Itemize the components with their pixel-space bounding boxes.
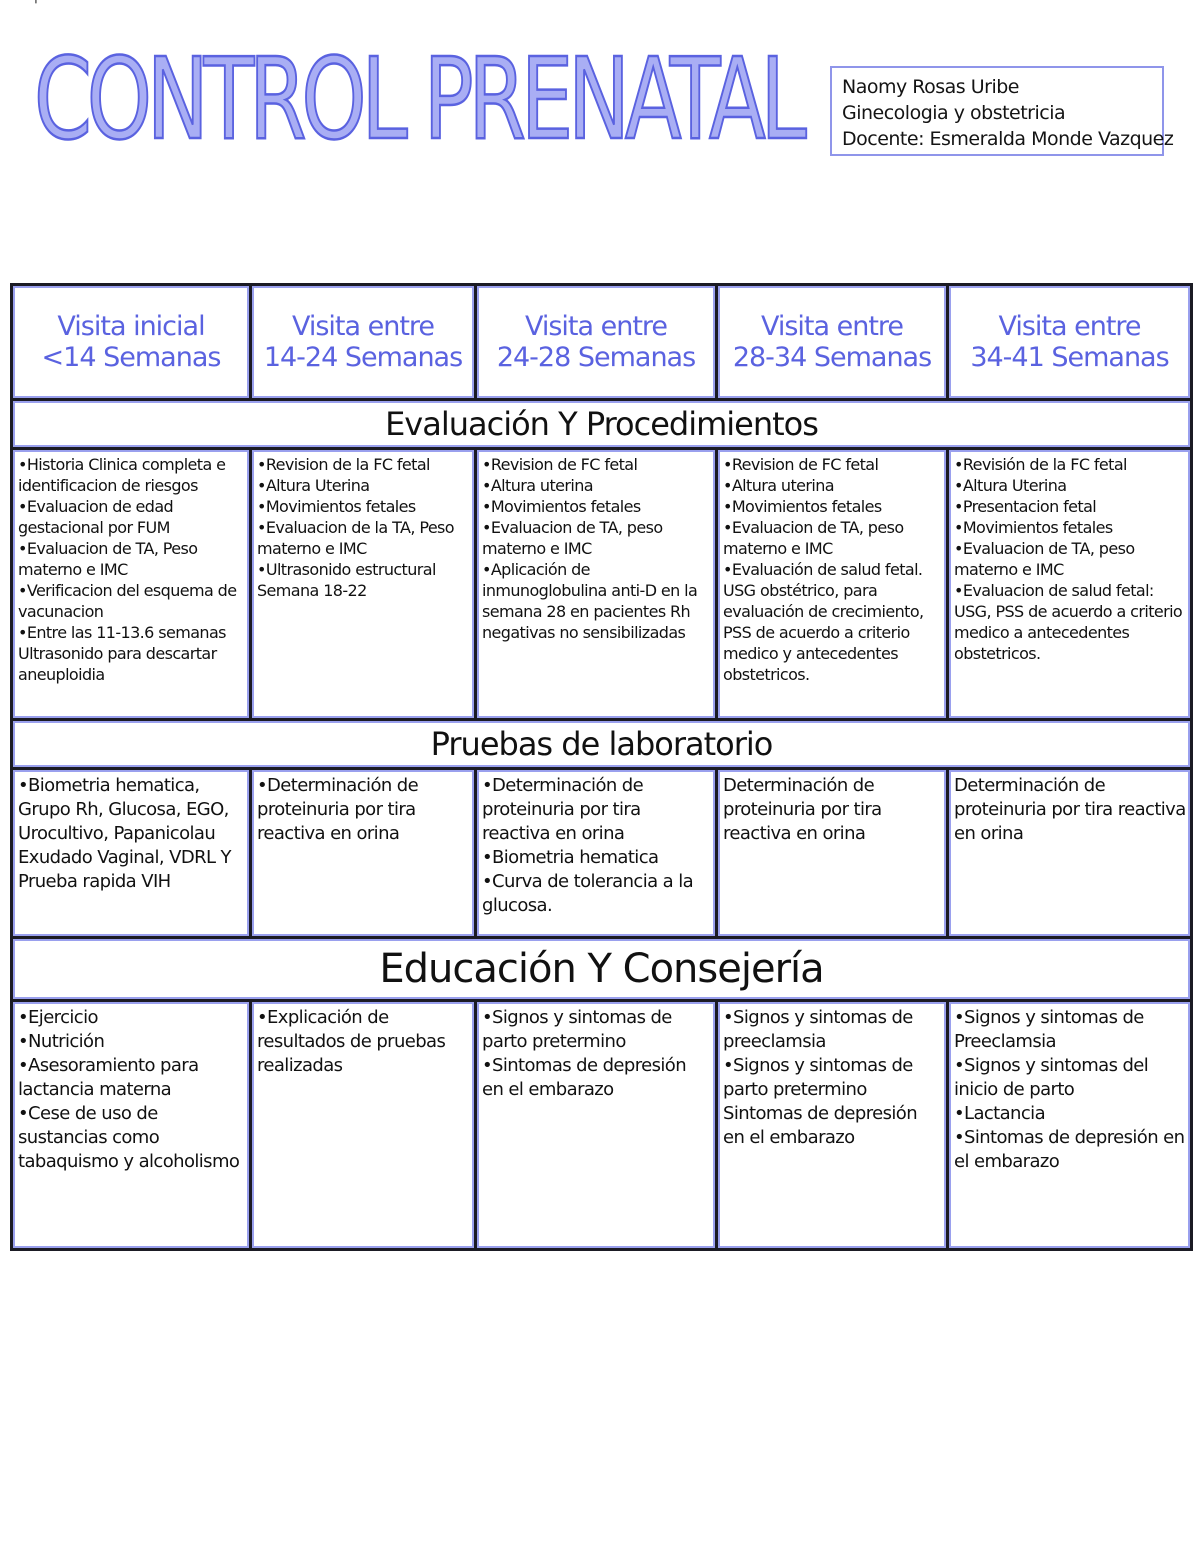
list-item: •Ejercicio <box>18 1007 98 1028</box>
list-item: •Signos y sintomas de preeclamsia <box>723 1007 913 1052</box>
author-box <box>830 66 1174 156</box>
table-cell <box>948 449 1192 720</box>
column-header-line2: 34-41 Semanas <box>970 342 1169 373</box>
table-cell <box>948 769 1192 938</box>
list-item: •Sintomas de depresión en el embarazo <box>482 1055 687 1100</box>
list-item: •Presentacion fetal <box>954 497 1097 516</box>
column-header-line2: <14 Semanas <box>41 342 221 373</box>
column-header-line1: Visita entre <box>998 311 1141 342</box>
list-item: •Revision de FC fetal <box>482 455 638 474</box>
header-row <box>12 285 1192 400</box>
list-item: Determinación de proteinuria por tira reactiva en orina <box>723 775 882 844</box>
prenatal-table <box>10 283 1193 1251</box>
list-item: •Cese de uso de sustancias como tabaquismo y alcoholismo <box>18 1103 240 1172</box>
list-item: •Determinación de proteinuria por tira reactiva en orina <box>257 775 419 844</box>
section-content-row-laboratorio <box>12 769 1192 938</box>
column-header-line1: Visita entre <box>291 311 435 342</box>
column-header-initial <box>12 285 251 400</box>
list-item: •Movimientos fetales <box>954 518 1113 537</box>
list-item: •Signos y sintomas de parto pretermino <box>723 1055 913 1100</box>
table-cell <box>251 1001 476 1250</box>
list-item: •Biometria hematica, Grupo Rh, Glucosa, EGO, Urocultivo, Papanicolau Exudado Vaginal, VDRL Y Prueba rapida VIH <box>18 775 231 892</box>
column-header-24-28 <box>476 285 717 400</box>
table-cell <box>251 449 476 720</box>
list-item: •Movimientos fetales <box>257 497 416 516</box>
section-content-row-evaluacion <box>12 449 1192 720</box>
column-header-28-34 <box>717 285 948 400</box>
list-item: •Lactancia <box>954 1103 1045 1124</box>
list-item: •Altura uterina <box>482 476 593 495</box>
table-cell <box>12 449 251 720</box>
list-item: •Evaluacion de la TA, Peso materno e IMC <box>257 518 454 558</box>
table-cell <box>476 449 717 720</box>
list-item: •Entre las 11-13.6 semanas Ultrasonido para descartar aneuploidia <box>18 623 226 684</box>
list-item: •Biometria hematica <box>482 847 659 868</box>
list-item: •Evaluacion de TA, peso materno e IMC <box>723 518 904 558</box>
section-heading-row <box>12 400 1192 449</box>
column-header-line1: Visita entre <box>760 311 904 342</box>
list-item: •Sintomas de depresión en el embarazo <box>954 1127 1185 1172</box>
column-header-line2: 14-24 Semanas <box>263 342 463 373</box>
section-heading-row <box>12 720 1192 769</box>
table-cell <box>717 769 948 938</box>
list-item: •Evaluacion de salud fetal: USG, PSS de acuerdo a criterio medico a antecedentes obstetricos. <box>954 581 1183 663</box>
list-item: •Aplicación de inmunoglobulina anti-D en la semana 28 en pacientes Rh negativas no sensibilizadas <box>482 560 698 642</box>
column-header-line2: 24-28 Semanas <box>496 342 696 373</box>
table-cell <box>476 1001 717 1250</box>
list-item: •Movimientos fetales <box>723 497 882 516</box>
list-item: •Signos y sintomas de Preeclamsia <box>954 1007 1144 1052</box>
section-heading-row <box>12 938 1192 1001</box>
list-item: •Ultrasonido estructural Semana 18-22 <box>257 560 436 600</box>
column-header-line1: Visita entre <box>524 311 668 342</box>
column-header-34-41 <box>948 285 1192 400</box>
list-item: •Evaluación de salud fetal. USG obstétrico, para evaluación de crecimiento, PSS de acuerdo a criterio medico y antecedentes obstetricos. <box>723 560 924 684</box>
section-title-laboratorio: Pruebas de laboratorio <box>12 720 1192 769</box>
section-content-row-educacion <box>12 1001 1192 1250</box>
author-name: Naomy Rosas Uribe <box>842 76 1019 98</box>
column-header-14-24 <box>251 285 476 400</box>
list-item: •Altura Uterina <box>954 476 1067 495</box>
list-item: •Evaluacion de TA, peso materno e IMC <box>954 539 1135 579</box>
list-item: •Historia Clinica completa e identificacion de riesgos <box>18 455 226 495</box>
list-item: •Revision de FC fetal <box>723 455 879 474</box>
table-cell <box>948 1001 1192 1250</box>
list-item: •Signos y sintomas del inicio de parto <box>954 1055 1149 1100</box>
list-item: •Movimientos fetales <box>482 497 641 516</box>
list-item: Determinación de proteinuria por tira reactiva en orina <box>954 775 1186 844</box>
list-item: •Determinación de proteinuria por tira reactiva en orina <box>482 775 644 844</box>
list-item: •Asesoramiento para lactancia materna <box>18 1055 199 1100</box>
column-header-line1: Visita inicial <box>57 311 205 342</box>
column-header-line2: 28-34 Semanas <box>732 342 932 373</box>
list-item: •Evaluacion de edad gestacional por FUM <box>18 497 174 537</box>
table-cell <box>12 1001 251 1250</box>
page-mark: ' <box>34 0 38 14</box>
list-item: •Revision de la FC fetal <box>257 455 430 474</box>
table-cell <box>251 769 476 938</box>
author-teacher: Docente: Esmeralda Monde Vazquez <box>842 128 1174 150</box>
list-item: •Altura uterina <box>723 476 834 495</box>
table-cell <box>717 449 948 720</box>
list-item: •Curva de tolerancia a la glucosa. <box>482 871 694 916</box>
list-item: Sintomas de depresión en el embarazo <box>723 1103 917 1148</box>
table-cell <box>12 769 251 938</box>
list-item: •Altura Uterina <box>257 476 370 495</box>
list-item: •Verificacion del esquema de vacunacion <box>18 581 237 621</box>
section-title-evaluacion: Evaluación Y Procedimientos <box>12 400 1192 449</box>
list-item: •Signos y sintomas de parto pretermino <box>482 1007 672 1052</box>
list-item: •Explicación de resultados de pruebas realizadas <box>257 1007 446 1076</box>
page-title: CONTROL PRENATAL <box>34 35 802 165</box>
table-cell <box>717 1001 948 1250</box>
section-title-educacion: Educación Y Consejería <box>12 938 1192 1001</box>
table-cell <box>476 769 717 938</box>
list-item: •Revisión de la FC fetal <box>954 455 1127 474</box>
author-career: Ginecologia y obstetricia <box>842 102 1066 124</box>
list-item: •Evaluacion de TA, Peso materno e IMC <box>18 539 198 579</box>
list-item: •Evaluacion de TA, peso materno e IMC <box>482 518 663 558</box>
list-item: •Nutrición <box>18 1031 105 1052</box>
